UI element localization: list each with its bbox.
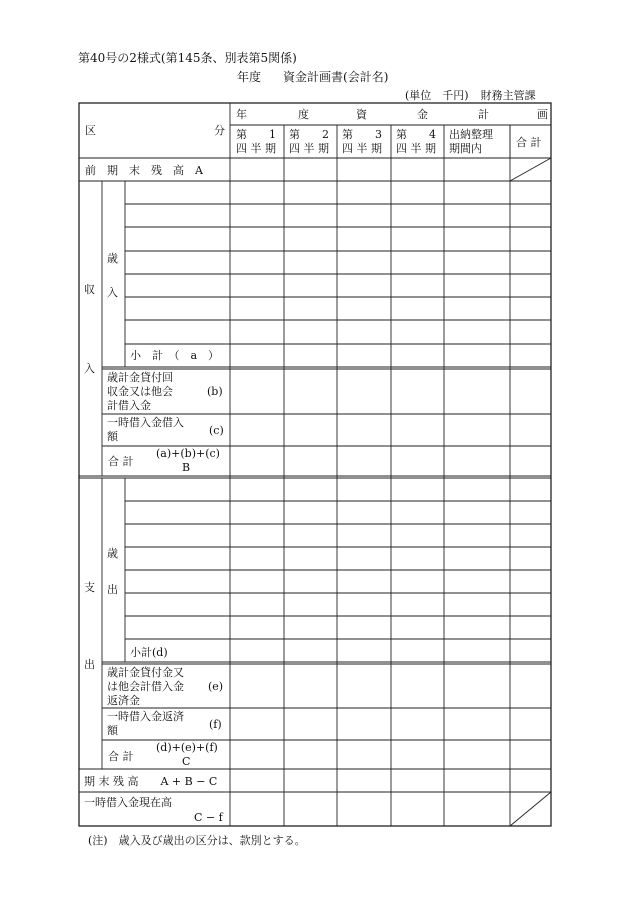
diagonal-outstanding-total xyxy=(510,792,551,826)
plan-header-3: 資 xyxy=(356,108,367,121)
plan-title: 資金計画書(会計名) xyxy=(283,70,389,84)
q3-head-top: 第 3 xyxy=(342,128,382,141)
plan-header-4: 金 xyxy=(417,108,428,121)
q1-head-top: 第 1 xyxy=(236,128,276,141)
unit-text: (単位 千円) xyxy=(405,89,469,102)
income-group-2: 入 xyxy=(84,362,95,375)
closing-head-top: 出納整理 xyxy=(449,128,493,141)
q4-head-top: 第 4 xyxy=(396,128,436,141)
income-total-formula: (a)+(b)+(c) xyxy=(156,447,220,460)
expenditure-label-1: 歳 xyxy=(107,547,118,560)
q3-head-bottom: 四 半 期 xyxy=(342,142,382,155)
temp-repay-mark: (f) xyxy=(209,718,222,731)
q2-head-top: 第 2 xyxy=(289,128,329,141)
form-number: 第40号の2様式(第145条、別表第5関係) xyxy=(78,51,297,65)
income-transfer-1: 歳計金貸付回 xyxy=(107,371,173,384)
expenditure-label-2: 出 xyxy=(107,583,118,596)
temp-loan-1: 一時借入金借入 xyxy=(107,416,184,429)
revenue-label-1: 歳 xyxy=(107,252,118,265)
expense-transfer-mark: (e) xyxy=(208,680,224,693)
q4-head-bottom: 四 半 期 xyxy=(396,142,436,155)
expense-total-letter: C xyxy=(182,755,191,768)
year-label: 年度 xyxy=(237,70,262,84)
plan-header-1: 年 xyxy=(236,108,247,121)
q1-head-bottom: 四 半 期 xyxy=(236,142,276,155)
q2-head-bottom: 四 半 期 xyxy=(289,142,329,155)
plan-header-5: 計 xyxy=(478,108,489,121)
plan-header-6: 画 xyxy=(537,108,548,121)
expense-group-1: 支 xyxy=(84,581,95,594)
end-balance-label: 期 末 残 高 A + B − C xyxy=(84,775,218,788)
total-head: 合 計 xyxy=(516,136,542,149)
expense-transfer-2: は他会計借入金 xyxy=(107,680,184,693)
expense-total-label: 合 計 xyxy=(108,750,134,763)
income-subtotal-label: 小 計 （ a ） xyxy=(130,349,220,362)
temp-loan-2: 額 xyxy=(107,430,118,443)
income-transfer-3: 計借入金 xyxy=(107,399,151,412)
income-transfer-2: 収金又は他会 xyxy=(107,385,173,398)
income-transfer-mark: (b) xyxy=(207,385,223,398)
plan-header-2: 度 xyxy=(298,108,309,121)
expense-total-formula: (d)+(e)+(f) xyxy=(156,741,218,754)
income-group-1: 収 xyxy=(84,283,95,296)
income-total-letter: B xyxy=(182,461,191,474)
category-label-2: 分 xyxy=(214,124,225,137)
temp-loan-mark: (c) xyxy=(209,424,224,437)
income-total-label: 合 計 xyxy=(108,455,134,468)
outstanding-label: 一時借入金現在高 xyxy=(84,796,172,809)
prev-balance-label: 前 期 末 残 高 A xyxy=(85,164,203,177)
department-name: 財務主管課 xyxy=(480,89,536,102)
expense-transfer-3: 返済金 xyxy=(107,694,140,707)
temp-repay-2: 額 xyxy=(107,724,118,737)
outstanding-formula: C − f xyxy=(194,811,223,824)
footnote: (注) 歳入及び歳出の区分は、款別とする。 xyxy=(88,834,306,847)
category-label-1: 区 xyxy=(85,124,96,137)
closing-head-bottom: 期間内 xyxy=(449,142,482,155)
expense-group-2: 出 xyxy=(84,658,95,671)
expense-subtotal-label: 小計(d) xyxy=(130,646,168,659)
temp-repay-1: 一時借入金返済 xyxy=(107,710,184,723)
revenue-label-2: 入 xyxy=(107,286,118,299)
diagonal-prev-total xyxy=(510,158,551,181)
expense-transfer-1: 歳計金貸付金又 xyxy=(107,666,184,679)
